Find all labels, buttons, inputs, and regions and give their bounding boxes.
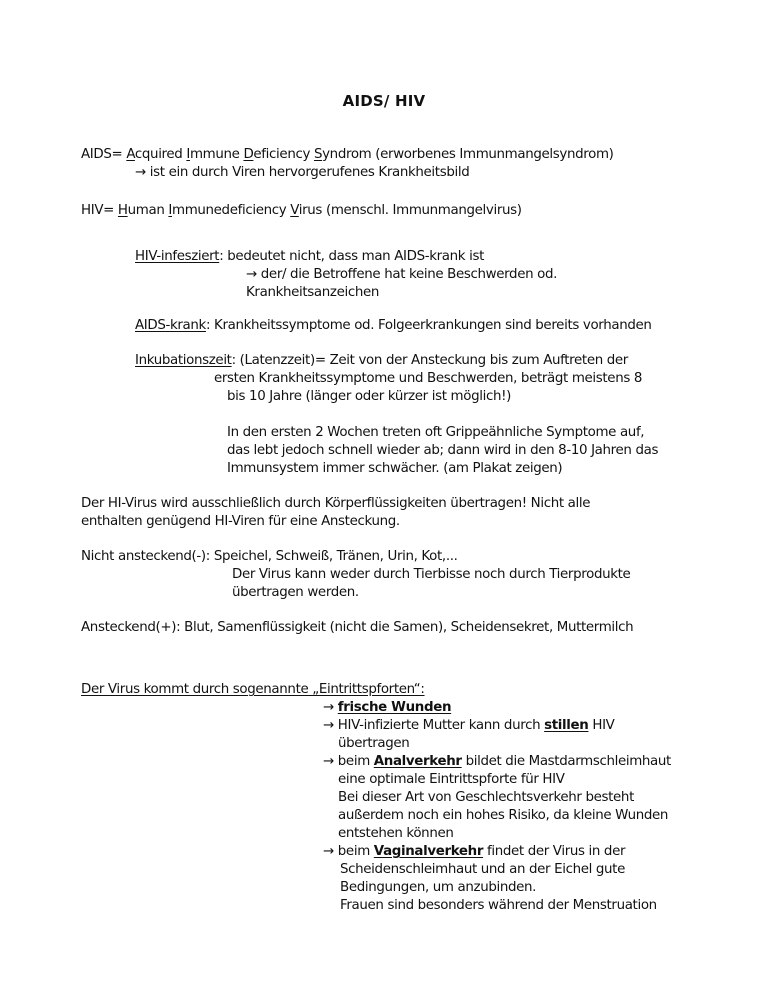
arrow-icon: → <box>323 718 338 733</box>
hiv-letter-h: H <box>117 203 128 218</box>
hiv-letter-v: V <box>290 203 299 218</box>
incubation-line-1 <box>135 352 628 370</box>
page-title: AIDS/ HIV <box>342 92 426 110</box>
anal-bold: Analverkehr <box>373 754 462 769</box>
hiv-word-rest: uman <box>127 203 169 218</box>
entry-anal-line-3: Bei dieser Art von Geschlechtsverkehr besteht <box>338 790 634 805</box>
infected-line-3: Krankheitsanzeichen <box>246 285 380 300</box>
incubation-para2-line-3: Immunsystem immer schwächer. (am Plakat zeigen) <box>227 461 563 476</box>
entry-vaginal-line-3: Bedingungen, um anzubinden. <box>340 880 537 895</box>
entry-anal-line-2: eine optimale Eintrittspforte für HIV <box>338 772 565 787</box>
hiv-word-rest: mmunedeficiency <box>172 203 291 218</box>
incubation-para2-line-2: das lebt jedoch schnell wieder ab; dann wird in den 8-10 Jahren das <box>227 443 659 458</box>
not-contagious-line-3: übertragen werden. <box>232 585 359 600</box>
vaginal-bold: Vaginalverkehr <box>373 844 484 859</box>
infected-line-2: → der/ die Betroffene hat keine Beschwerden od. <box>246 267 558 282</box>
entry-vaginal-line-1 <box>323 843 625 861</box>
hiv-word-rest: irus <box>298 203 323 218</box>
mother-pre: HIV-infizierte Mutter kann durch <box>337 718 545 733</box>
hiv-definition <box>81 202 522 220</box>
not-contagious-line-1: Nicht ansteckend(-): Speichel, Schweiß, Tränen, Urin, Kot,... <box>81 549 458 564</box>
aids-letter-a: A <box>126 147 135 162</box>
anal-pre: beim <box>337 754 374 769</box>
aids-definition <box>81 146 614 164</box>
aids-letter-s: S <box>313 147 323 162</box>
entry-vaginal-line-4: Frauen sind besonders während der Menstruation <box>340 898 657 913</box>
aids-german: (erworbenes Immunmangelsyndrom) <box>371 147 614 162</box>
aids-label: AIDS= <box>81 147 123 162</box>
incubation-text: : (Latenzzeit)= Zeit von der Ansteckung bis zum Auftreten der <box>231 353 628 368</box>
entry-heading: Der Virus kommt durch sogenannte „Eintrittspforten“: <box>81 682 425 697</box>
arrow-icon: → <box>323 700 338 715</box>
aids-letter-i: I <box>186 147 190 162</box>
mother-bold: stillen <box>544 718 589 733</box>
wounds-text: frische Wunden <box>337 700 452 715</box>
entry-vaginal-line-2: Scheidenschleimhaut und an der Eichel gute <box>340 862 625 877</box>
entry-anal-line-1 <box>323 753 671 771</box>
incubation-para2-line-1: In den ersten 2 Wochen treten oft Grippeähnliche Symptome auf, <box>227 425 645 440</box>
incubation-line-3: bis 10 Jahre (länger oder kürzer ist möglich!) <box>227 389 512 404</box>
sick-term: AIDS-krank <box>135 318 206 333</box>
aids-explanation: → ist ein durch Viren hervorgerufenes Krankheitsbild <box>135 165 470 180</box>
entry-anal-line-5: entstehen können <box>338 826 454 841</box>
aids-letter-d: D <box>243 147 254 162</box>
hiv-letter-i: I <box>168 203 172 218</box>
entry-mother-line-1 <box>323 717 615 735</box>
sick-line <box>135 317 652 335</box>
aids-word-rest: mmune <box>189 147 244 162</box>
vaginal-pre: beim <box>337 844 374 859</box>
not-contagious-line-2: Der Virus kann weder durch Tierbisse noch durch Tierprodukte <box>232 567 631 582</box>
incubation-line-2: ersten Krankheitssymptome und Beschwerden, beträgt meistens 8 <box>214 371 643 386</box>
aids-word-rest: eficiency <box>253 147 314 162</box>
aids-word-rest: cquired <box>134 147 187 162</box>
vaginal-post: findet der Virus in der <box>483 844 626 859</box>
hiv-label: HIV= <box>81 203 114 218</box>
sick-text: : Krankheitssymptome od. Folgeerkrankungen sind bereits vorhanden <box>205 318 652 333</box>
transmission-line-1: Der HI-Virus wird ausschließlich durch Körperflüssigkeiten übertragen! Nicht alle <box>81 496 591 511</box>
entry-mother-line-2: übertragen <box>338 736 410 751</box>
arrow-icon: → <box>323 754 338 769</box>
anal-post: bildet die Mastdarmschleimhaut <box>461 754 671 769</box>
aids-word-rest: yndrom <box>322 147 372 162</box>
contagious-line: Ansteckend(+): Blut, Samenflüssigkeit (nicht die Samen), Scheidensekret, Muttermilch <box>81 620 634 635</box>
incubation-term: Inkubationszeit <box>135 353 232 368</box>
infected-term: HIV-infesziert <box>135 249 220 264</box>
infected-text: : bedeutet nicht, dass man AIDS-krank ist <box>219 249 484 264</box>
arrow-icon: → <box>323 844 338 859</box>
entry-anal-line-4: außerdem noch ein hohes Risiko, da kleine Wunden <box>338 808 669 823</box>
hiv-german: (menschl. Immunmangelvirus) <box>322 203 522 218</box>
mother-post: HIV <box>588 718 615 733</box>
transmission-line-2: enthalten genügend HI-Viren für eine Ansteckung. <box>81 514 400 529</box>
infected-line-1 <box>135 248 484 266</box>
entry-wounds <box>323 699 451 717</box>
